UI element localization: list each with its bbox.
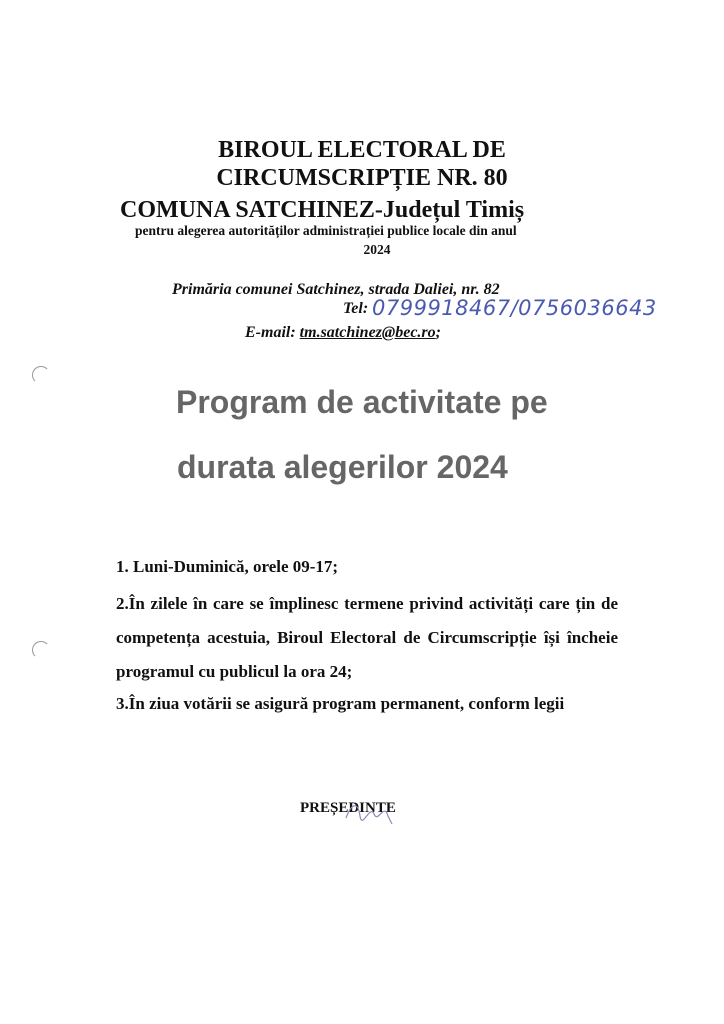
title-line-2: durata alegerilor 2024 xyxy=(177,449,508,485)
header-line-2: CIRCUMSCRIPȚIE NR. 80 xyxy=(216,165,508,191)
email-line xyxy=(245,324,441,342)
header-line-1: BIROUL ELECTORAL DE xyxy=(218,137,506,163)
handwritten-signature-icon xyxy=(344,798,404,828)
email-suffix: ; xyxy=(435,324,441,341)
tel-label: Tel: xyxy=(343,300,369,317)
tel-handwritten-numbers: 0799918467/0756036643 xyxy=(372,296,657,320)
signature-label: PREȘEDINTE xyxy=(300,800,396,816)
title-line-1: Program de activitate pe xyxy=(176,384,548,420)
email-label: E-mail: xyxy=(245,324,296,341)
header-year: 2024 xyxy=(363,242,391,257)
header-line-3: COMUNA SATCHINEZ-Județul Timiș xyxy=(120,197,525,223)
email-address[interactable]: tm.satchinez@bec.ro xyxy=(299,324,436,341)
header-subtitle: pentru alegerea autorităților administrației publice locale din anul xyxy=(135,223,517,238)
schedule-item-2: 2.În zilele în care se împlinesc termene privind activități care țin de competența acestuia, Biroul Electoral de Circumscripție își încheie programul cu publicul la ora 24; xyxy=(116,594,618,681)
schedule-item-1: 1. Luni-Duminică, orele 09-17; xyxy=(116,557,339,576)
address-line: Primăria comunei Satchinez, strada Daliei, nr. 82 xyxy=(172,281,500,298)
punch-hole-mark xyxy=(32,641,50,659)
punch-hole-mark xyxy=(32,366,50,384)
schedule-item-3: 3.În ziua votării se asigură program permanent, conform legii xyxy=(116,694,565,713)
